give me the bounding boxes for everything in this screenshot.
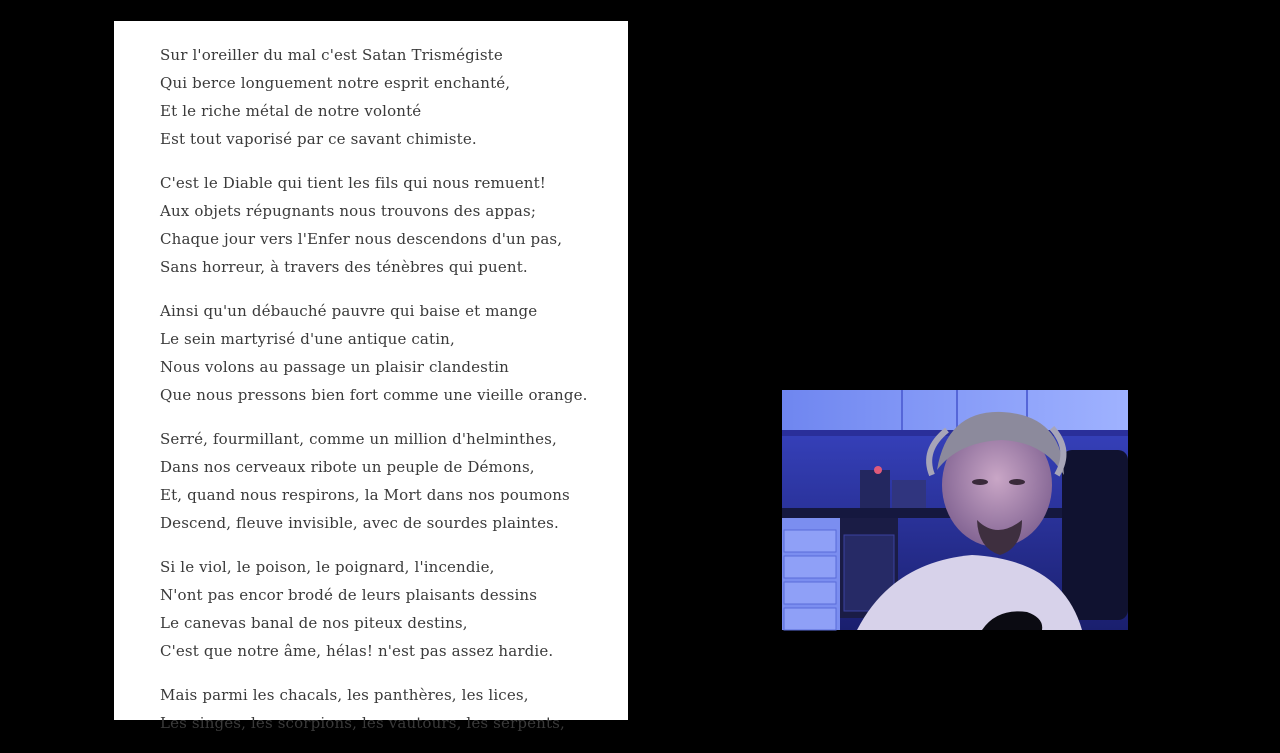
poem-line: Qui berce longuement notre esprit enchanté, bbox=[160, 74, 511, 92]
poem-line: C'est le Diable qui tient les fils qui nous remuent! bbox=[160, 174, 546, 192]
poem-line: Descend, fleuve invisible, avec de sourdes plaintes. bbox=[160, 514, 559, 532]
stanza-5 bbox=[160, 553, 628, 665]
stanza-3 bbox=[160, 297, 628, 409]
poem-line: Sur l'oreiller du mal c'est Satan Trismégiste bbox=[160, 46, 503, 64]
webcam-scene-image bbox=[782, 390, 1128, 630]
poem-line: Dans nos cerveaux ribote un peuple de Démons, bbox=[160, 458, 535, 476]
stanza-2 bbox=[160, 169, 628, 281]
poem-line: Ainsi qu'un débauché pauvre qui baise et mange bbox=[160, 302, 538, 320]
poem-line: Chaque jour vers l'Enfer nous descendons d'un pas, bbox=[160, 230, 563, 248]
poem-line: Le sein martyrisé d'une antique catin, bbox=[160, 330, 455, 348]
poem-line: Sans horreur, à travers des ténèbres qui puent. bbox=[160, 258, 528, 276]
document-page bbox=[114, 21, 628, 732]
stanza-6 bbox=[160, 681, 628, 737]
poem-line: Les singes, les scorpions, les vautours, les serpents, bbox=[160, 714, 565, 732]
poem-line: Nous volons au passage un plaisir clandestin bbox=[160, 358, 509, 376]
poem-line: Aux objets répugnants nous trouvons des appas; bbox=[160, 202, 537, 220]
poem-text bbox=[160, 41, 628, 753]
poem-line: Serré, fourmillant, comme un million d'helminthes, bbox=[160, 430, 557, 448]
poem-line: Est tout vaporisé par ce savant chimiste. bbox=[160, 130, 477, 148]
poem-line: Le canevas banal de nos piteux destins, bbox=[160, 614, 468, 632]
poem-line: Mais parmi les chacals, les panthères, les lices, bbox=[160, 686, 529, 704]
poem-line: Et, quand nous respirons, la Mort dans nos poumons bbox=[160, 486, 570, 504]
poem-line: Si le viol, le poison, le poignard, l'incendie, bbox=[160, 558, 495, 576]
stanza-4 bbox=[160, 425, 628, 537]
poem-line: N'ont pas encor brodé de leurs plaisants dessins bbox=[160, 586, 538, 604]
poem-line: Que nous pressons bien fort comme une vieille orange. bbox=[160, 386, 588, 404]
webcam-feed bbox=[782, 390, 1128, 630]
stanza-1 bbox=[160, 41, 628, 153]
poem-line: C'est que notre âme, hélas! n'est pas assez hardie. bbox=[160, 642, 554, 660]
poem-line: Et le riche métal de notre volonté bbox=[160, 102, 422, 120]
